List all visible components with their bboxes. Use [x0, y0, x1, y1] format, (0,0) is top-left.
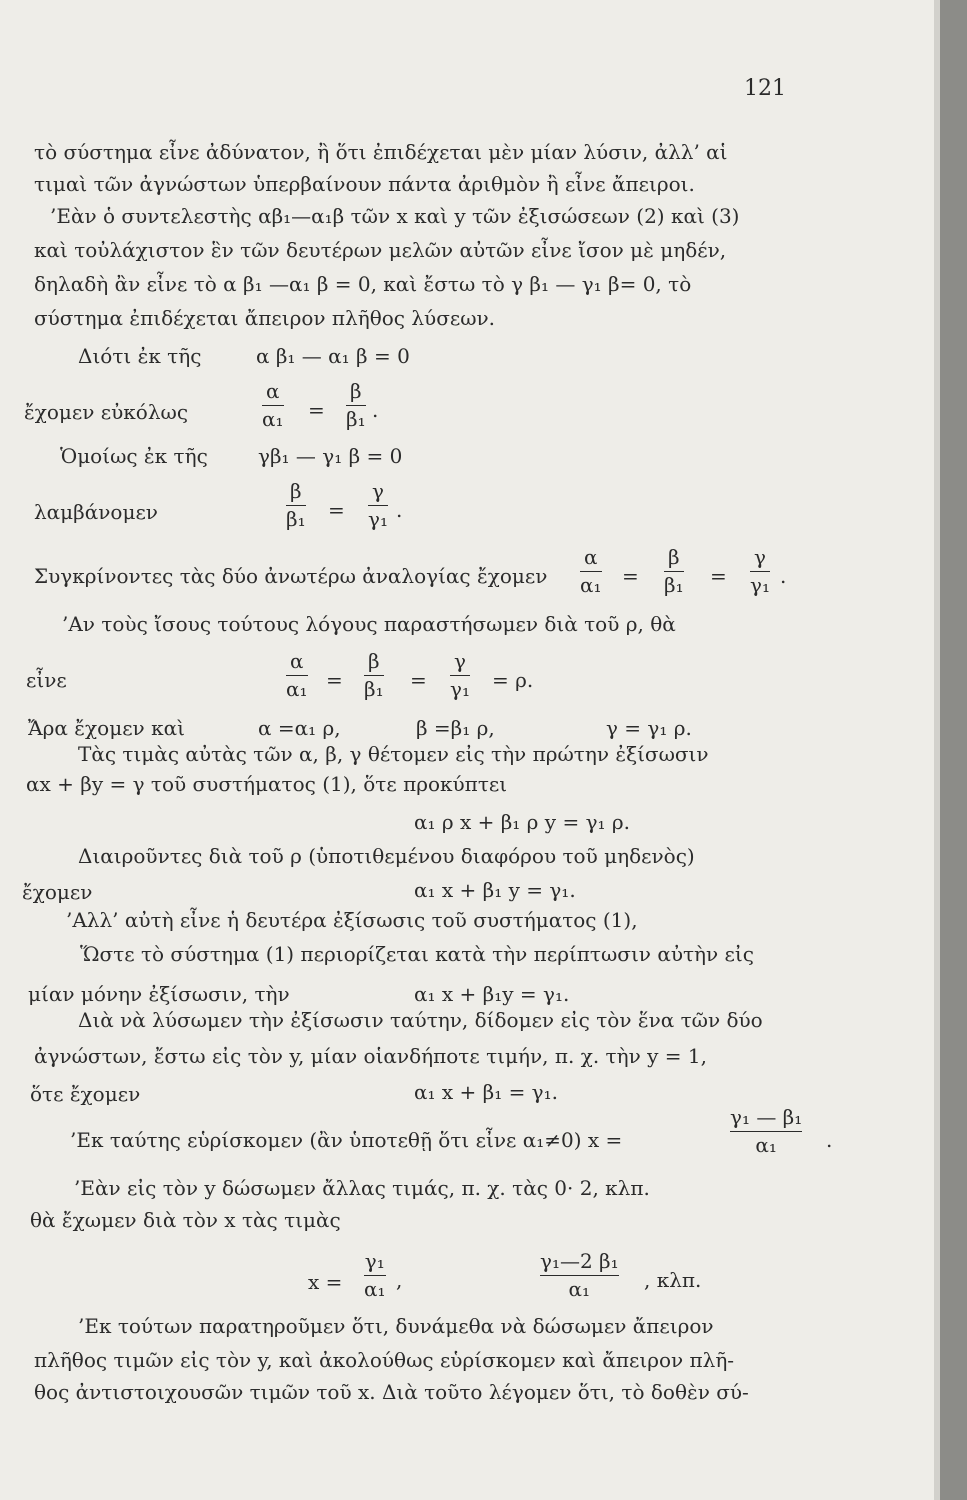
fraction-bar — [580, 571, 602, 572]
text-line: Τὰς τιμὰς αὐτὰς τῶν α, β, γ θέτομεν εἰς τὴν πρώτην ἐξίσωσιν — [78, 742, 709, 766]
equation: , κλπ. — [644, 1268, 702, 1292]
fraction-bar — [364, 1275, 386, 1276]
fraction — [368, 480, 388, 531]
equation: α₁ x + β₁y = γ₁. — [414, 982, 570, 1006]
text-line — [34, 1380, 832, 1404]
numerator: β — [290, 479, 302, 503]
equals-sign: = — [622, 564, 639, 588]
denominator: α₁ — [568, 1277, 591, 1301]
line-text: Διαιροῦντες διὰ τοῦ ρ (ὑποτιθεμένου διαφόρου τοῦ μηδενὸς) — [78, 844, 695, 868]
comma: , — [396, 1268, 403, 1292]
text-line: λαμβάνομεν — [34, 500, 158, 524]
equation: α₁ ρ x + β₁ ρ y = γ₁ ρ. — [414, 810, 631, 834]
denominator: α₁ — [364, 1277, 386, 1301]
text-line: Συγκρίνοντες τὰς δύο ἀνωτέρω ἀναλογίας ἔχομεν — [34, 564, 548, 588]
numerator: γ — [454, 649, 466, 673]
denominator: γ₁ — [368, 507, 388, 531]
equals-sign: = — [328, 498, 345, 522]
text-line: σύστημα ἐπιδέχεται ἄπειρον πλῆθος λύσεων. — [34, 306, 496, 330]
fraction-bar — [730, 1131, 802, 1132]
text-line — [34, 1348, 830, 1372]
numerator: α — [266, 379, 280, 403]
equation: α β₁ — α₁ β = 0 — [256, 344, 410, 368]
text-line: Διὰ νὰ λύσωμεν τὴν ἐξίσωσιν ταύτην, δίδομεν εἰς τὸν ἕνα τῶν δύο — [78, 1008, 763, 1032]
numerator: β — [368, 649, 380, 673]
numerator: γ₁—2 β₁ — [540, 1249, 619, 1273]
fraction-bar — [286, 505, 306, 506]
equation: α₁ x + β₁ y = γ₁. — [414, 878, 576, 902]
equation: β =β₁ ρ, — [416, 716, 495, 740]
equation: γβ₁ — γ₁ β = 0 — [258, 444, 403, 468]
denominator: γ₁ — [750, 573, 770, 597]
text-line: ’Εὰν ὁ συντελεστὴς αβ₁—α₁β τῶν x καὶ y τῶν ἐξισώσεων (2) καὶ (3) — [50, 204, 740, 228]
fraction-bar — [346, 405, 366, 406]
text-line: καὶ τοὐλάχιστον ἓν τῶν δευτέρων μελῶν αὐτῶν εἶνε ἴσον μὲ μηδέν, — [34, 238, 727, 262]
denominator: γ₁ — [450, 677, 470, 701]
text-line: Διότι ἐκ τῆς — [78, 344, 202, 368]
equals-rho: = ρ. — [492, 668, 534, 692]
period: . — [372, 398, 379, 422]
denominator: α₁ — [286, 677, 308, 701]
equals-sign: = — [308, 398, 325, 422]
page-edge — [940, 0, 967, 1500]
period: . — [826, 1128, 833, 1152]
fraction-bar — [286, 675, 308, 676]
equals-sign: = — [410, 668, 427, 692]
text-line: ’Αν τοὺς ἴσους τούτους λόγους παραστήσωμεν διὰ τοῦ ρ, θὰ — [62, 612, 676, 636]
text-line: τιμαὶ τῶν ἀγνώστων ὑπερβαίνουν πάντα ἀριθμὸν ἢ εἶνε ἄπειροι. — [34, 172, 695, 196]
equation: α =α₁ ρ, — [258, 716, 341, 740]
numerator: γ₁ — β₁ — [730, 1105, 803, 1129]
denominator: β₁ — [664, 573, 684, 597]
denominator: α₁ — [755, 1133, 777, 1157]
line-text: ’Εκ τούτων παρατηροῦμεν ὅτι, δυνάμεθα νὰ δώσωμεν ἄπειρον — [78, 1314, 714, 1338]
text-line: ἔχομεν — [22, 880, 93, 904]
text-line — [78, 1314, 830, 1338]
text-line: Ὥστε τὸ σύστημα (1) περιορίζεται κατὰ τὴν περίπτωσιν αὐτὴν εἰς — [80, 942, 754, 966]
fraction — [346, 380, 366, 431]
period: . — [396, 498, 403, 522]
denominator: α₁ — [262, 407, 284, 431]
fraction-bar — [664, 571, 684, 572]
line-text: θος ἀντιστοιχουσῶν τιμῶν τοῦ x. Διὰ τοῦτο λέγομεν ὅτι, τὸ δοθὲν σύ- — [34, 1380, 749, 1404]
fraction — [364, 1250, 386, 1301]
text-line: μίαν μόνην ἐξίσωσιν, τὴν — [28, 982, 290, 1006]
fraction — [730, 1106, 802, 1157]
fraction — [286, 650, 308, 701]
fraction-bar — [262, 405, 284, 406]
text-line — [34, 140, 829, 164]
numerator: α — [290, 649, 304, 673]
text-line: θὰ ἔχωμεν διὰ τὸν x τὰς τιμὰς — [30, 1208, 341, 1232]
equals-sign: = — [710, 564, 727, 588]
text-line: Ὁμοίως ἐκ τῆς — [60, 444, 208, 468]
numerator: α — [584, 545, 598, 569]
denominator: β₁ — [286, 507, 306, 531]
denominator: β₁ — [364, 677, 384, 701]
text-line: ’Εκ ταύτης εὑρίσκομεν (ἂν ὑποτεθῇ ὅτι εἶνε α₁≠0) x = — [70, 1128, 623, 1152]
fraction — [364, 650, 384, 701]
fraction-bar — [364, 675, 384, 676]
numerator: β — [350, 379, 362, 403]
text-line: ὅτε ἔχομεν — [30, 1082, 141, 1106]
fraction — [540, 1250, 619, 1301]
numerator: γ — [372, 479, 384, 503]
numerator: γ₁ — [364, 1249, 385, 1273]
fraction-bar — [450, 675, 470, 676]
line-text: τὸ σύστημα εἶνε ἀδύνατον, ἢ ὅτι ἐπιδέχεται μὲν μίαν λύσιν, ἀλλ’ αἱ — [34, 140, 728, 164]
fraction-bar — [750, 571, 770, 572]
numerator: γ — [754, 545, 766, 569]
equation: x = — [308, 1270, 343, 1294]
text-line: ’Εὰν εἰς τὸν y δώσωμεν ἄλλας τιμάς, π. χ. τὰς 0· 2, κλπ. — [74, 1176, 650, 1200]
line-text: πλῆθος τιμῶν εἰς τὸν y, καὶ ἀκολούθως εὑρίσκομεν καὶ ἄπειρον πλῆ- — [34, 1348, 735, 1372]
equals-sign: = — [326, 668, 343, 692]
denominator: α₁ — [580, 573, 602, 597]
equation: γ = γ₁ ρ. — [606, 716, 692, 740]
text-line: εἶνε — [26, 668, 67, 692]
text-line: αx + βy = γ τοῦ συστήματος (1), ὅτε προκύπτει — [26, 772, 508, 796]
text-line: Ἄρα ἔχομεν καὶ — [28, 716, 185, 740]
fraction — [664, 546, 684, 597]
fraction-bar — [368, 505, 388, 506]
text-line: ἀγνώστων, ἔστω εἰς τὸν y, μίαν οἱανδήποτε τιμήν, π. χ. τὴν y = 1, — [34, 1044, 707, 1068]
period: . — [780, 564, 787, 588]
denominator: β₁ — [346, 407, 366, 431]
fraction — [262, 380, 284, 431]
fraction — [750, 546, 770, 597]
text-line: ’Αλλ’ αὐτὴ εἶνε ἡ δευτέρα ἐξίσωσις τοῦ συστήματος (1), — [66, 908, 638, 932]
text-line: ἔχομεν εὐκόλως — [24, 400, 189, 424]
equation: α₁ x + β₁ = γ₁. — [414, 1080, 559, 1104]
fraction — [580, 546, 602, 597]
text-line: δηλαδὴ ἂν εἶνε τὸ α β₁ —α₁ β = 0, καὶ ἔστω τὸ γ β₁ — γ₁ β= 0, τὸ — [34, 272, 692, 296]
fraction-bar — [540, 1275, 619, 1276]
fraction — [450, 650, 470, 701]
numerator: β — [668, 545, 680, 569]
text-line — [78, 844, 830, 868]
page-number: 121 — [744, 76, 786, 101]
fraction — [286, 480, 306, 531]
